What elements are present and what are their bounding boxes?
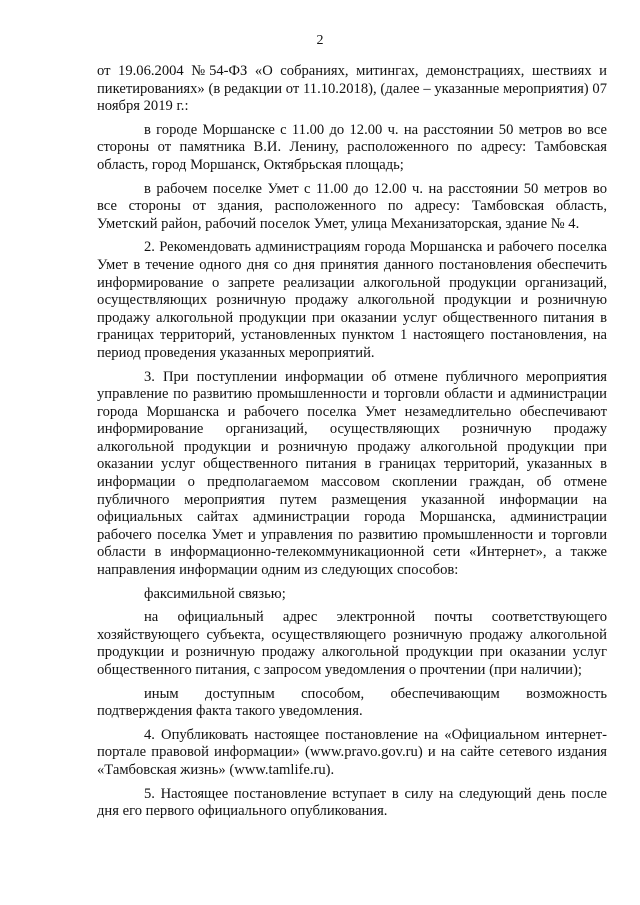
document-body [97,63,607,821]
paragraph-umet-location: в рабочем поселке Умет с 11.00 до 12.00 ч. на расстоянии 50 метров во все стороны от здания, расположенного по адресу: Тамбовская область, Уметский район, рабочий поселок Умет, улица Механизаторская, здание № 4. [97,180,607,232]
paragraph-item-2: 2. Рекомендовать администрациям города Моршанска и рабочего поселка Умет в течение одного дня со дня принятия данного постановления обеспечить информирование о запрете реализации алкогольной продукции организаций, осуществляющих розничную продажу алкогольной продукции и розничную продажу алкогольной продукции при оказании услуг общественного питания в границах территорий, установленных пунктом 1 настоящего постановления, на период проведения указанных мероприятий. [97,239,607,361]
paragraph-fax: факсимильной связью; [144,585,286,602]
paragraph-email: на официальный адрес электронной почты соответствующего хозяйствующего субъекта, осуществляющего розничную продажу алкогольной продукции и розничную продажу алкогольной продукции при оказании услуг общественного питания, с запросом уведомления о прочтении (при наличии); [97,609,607,678]
paragraph-item-3: 3. При поступлении информации об отмене публичного мероприятия управление по развитию промышленности и торговли области и администрации города Моршанска и рабочего поселка Умет незамедлительно обеспечивают информирование организаций, осуществляющих розничную продажу алкогольной продукции и розничную продажу алкогольной продукции при оказании услуг общественного питания в границах территорий, указанных в информации о предполагаемом массовом скоплении граждан, об отмене публичного мероприятия путем размещения указанной информации на официальных сайтах администрации города Моршанска, администрации рабочего поселка Умет и управления по развитию промышленности и торговли области в информационно-телекоммуникационной сети «Интернет», а также направления информации одним из следующих способов: [97,368,607,579]
paragraph-item-5: 5. Настоящее постановление вступает в силу на следующий день после дня его первого официального опубликования. [97,785,607,820]
paragraph-law-reference: от 19.06.2004 №54-ФЗ «О собраниях, митингах, демонстрациях, шествиях и пикетированиях» (в редакции от 11.10.2018), (далее – указанные мероприятия) 07 ноября 2019 г.: [97,63,607,115]
paragraph-item-4: 4. Опубликовать настоящее постановление на «Официальном интернет-портале правовой информации» (www.pravo.gov.ru) и на сайте сетевого издания «Тамбовская жизнь» (www.tamlife.ru). [97,726,607,778]
paragraph-morshansk-location: в городе Моршанске с 11.00 до 12.00 ч. на расстоянии 50 метров во все стороны от памятника В.И. Ленину, расположенного по адресу: Тамбовская область, город Моршанск, Октябрьская площадь; [97,121,607,173]
page-number: 2 [316,33,324,48]
paragraph-other-method: иным доступным способом, обеспечивающим возможность подтверждения факта такого уведомления. [97,685,607,720]
